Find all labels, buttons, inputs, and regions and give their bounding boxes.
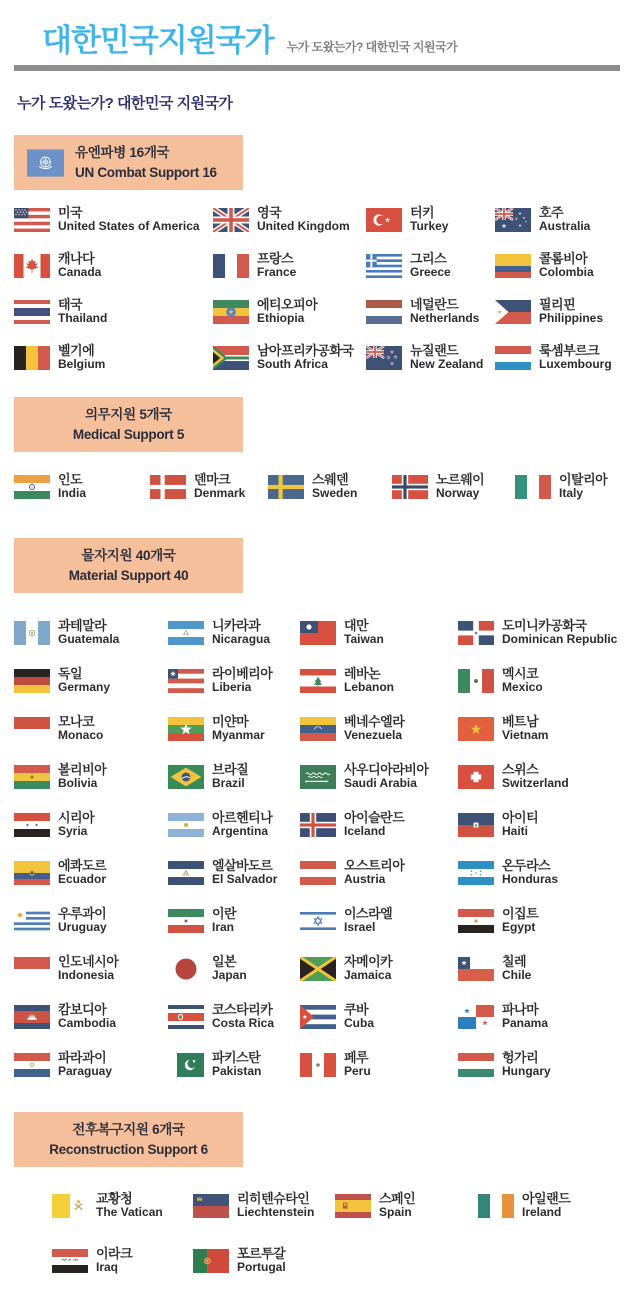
country-item-india [14, 472, 150, 501]
country-item-syria [14, 810, 168, 839]
section-medical [0, 397, 634, 501]
country-name-ko: 니카라과 [212, 618, 261, 634]
portugal-flag-icon [193, 1249, 229, 1273]
country-item-southafrica [213, 343, 366, 372]
belgium-flag-icon [14, 346, 50, 370]
un-flag-icon [27, 149, 64, 177]
austria-flag-icon [300, 861, 336, 885]
norway-flag-icon [392, 475, 428, 499]
country-name-en: Australia [539, 219, 591, 234]
country-item-monaco [14, 714, 168, 743]
country-name-ko: 에콰도르 [58, 858, 107, 874]
section-material [0, 538, 634, 1079]
country-name-ko: 과테말라 [58, 618, 107, 634]
country-item-sweden [268, 472, 392, 501]
country-name-en: New Zealand [410, 357, 484, 372]
dominican-flag-icon [458, 621, 494, 645]
syria-flag-icon [14, 813, 50, 837]
section-title-en: Medical Support 5 [72, 426, 185, 442]
country-name-en: Mexico [502, 680, 543, 695]
country-name-en: Venezuela [344, 728, 403, 743]
country-name-en: Switzerland [502, 776, 569, 791]
country-name-en: Saudi Arabia [344, 776, 417, 791]
country-name-en: Syria [58, 824, 88, 839]
country-name-ko: 쿠바 [344, 1002, 369, 1018]
country-name-ko: 스웨덴 [312, 472, 349, 488]
uk-flag-icon [213, 208, 249, 232]
paraguay-flag-icon [14, 1053, 50, 1077]
country-name-ko: 오스트리아 [344, 858, 405, 874]
section-title-ko: 유엔파병 16개국 [75, 145, 170, 161]
country-name-en: El Salvador [212, 872, 278, 887]
country-name-ko: 스위스 [502, 762, 539, 778]
country-name-en: Vietnam [502, 728, 549, 743]
country-name-ko: 아이티 [502, 810, 539, 826]
country-name-ko: 리히텐슈타인 [237, 1191, 310, 1207]
country-name-ko: 캄보디아 [58, 1002, 107, 1018]
country-name-en: Belgium [58, 357, 106, 372]
country-name-ko: 남아프리카공화국 [257, 343, 354, 359]
section-header-medical [14, 397, 243, 452]
country-item-ecuador [14, 858, 168, 887]
country-name-ko: 온두라스 [502, 858, 551, 874]
country-name-ko: 이스라엘 [344, 906, 393, 922]
country-name-ko: 뉴질랜드 [410, 343, 459, 359]
section-header-un-combat [14, 135, 243, 190]
country-name-en: Denmark [194, 486, 246, 501]
sections-container [0, 135, 634, 1275]
country-item-netherlands [366, 297, 495, 326]
country-name-en: Ethiopia [257, 311, 305, 326]
australia-flag-icon [495, 208, 531, 232]
country-item-dominican [458, 618, 634, 647]
country-name-ko: 캐나다 [58, 251, 95, 267]
country-item-paraguay [14, 1050, 168, 1079]
country-item-newzealand [366, 343, 495, 372]
country-grid-medical [14, 472, 634, 501]
country-name-ko: 베네수엘라 [344, 714, 405, 730]
country-name-ko: 시리아 [58, 810, 95, 826]
country-name-en: Panama [502, 1016, 549, 1031]
country-name-ko: 포르투갈 [237, 1246, 286, 1262]
section-header-material [14, 538, 243, 593]
country-item-israel [300, 906, 458, 935]
canada-flag-icon [14, 254, 50, 278]
country-item-austria [300, 858, 458, 887]
country-name-en: Liberia [212, 680, 252, 695]
country-name-en: Liechtenstein [237, 1205, 315, 1220]
country-name-ko: 자메이카 [344, 954, 393, 970]
country-name-ko: 덴마크 [194, 472, 231, 488]
country-name-en: Peru [344, 1064, 371, 1079]
country-name-ko: 교황청 [96, 1191, 133, 1207]
country-item-jamaica [300, 954, 458, 983]
country-item-honduras [458, 858, 634, 887]
ethiopia-flag-icon [213, 300, 249, 324]
country-item-cuba [300, 1002, 458, 1031]
country-item-saudiarabia [300, 762, 458, 791]
country-name-ko: 엘살바도르 [212, 858, 273, 874]
elsalvador-flag-icon [168, 861, 204, 885]
pakistan-flag-icon [168, 1053, 204, 1077]
country-name-en: India [58, 486, 87, 501]
country-name-en: Honduras [502, 872, 559, 887]
country-name-en: Spain [379, 1205, 412, 1220]
country-item-colombia [495, 251, 634, 280]
country-name-ko: 프랑스 [257, 251, 294, 267]
country-item-guatemala [14, 618, 168, 647]
country-item-haiti [458, 810, 634, 839]
country-name-en: Colombia [539, 265, 594, 280]
country-name-ko: 파키스탄 [212, 1050, 261, 1066]
section-title-en: UN Combat Support 16 [75, 164, 217, 180]
country-name-en: Netherlands [410, 311, 480, 326]
country-name-en: Argentina [212, 824, 269, 839]
cambodia-flag-icon [14, 1005, 50, 1029]
country-item-indonesia [14, 954, 168, 983]
country-item-argentina [168, 810, 300, 839]
country-name-en: Sweden [312, 486, 358, 501]
thailand-flag-icon [14, 300, 50, 324]
country-item-denmark [150, 472, 268, 501]
monaco-flag-icon [14, 717, 50, 741]
country-name-en: Philippines [539, 311, 604, 326]
country-name-en: Germany [58, 680, 111, 695]
country-item-canada [14, 251, 213, 280]
nicaragua-flag-icon [168, 621, 204, 645]
country-name-ko: 미국 [58, 205, 83, 221]
panama-flag-icon [458, 1005, 494, 1029]
cuba-flag-icon [300, 1005, 336, 1029]
country-item-myanmar [168, 714, 300, 743]
country-name-ko: 독일 [58, 666, 83, 682]
country-item-philippines [495, 297, 634, 326]
country-name-ko: 볼리비아 [58, 762, 107, 778]
page-title: 대한민국지원국가 [42, 23, 274, 58]
liechtenstein-flag-icon [193, 1194, 229, 1218]
country-name-en: Egypt [502, 920, 536, 935]
newzealand-flag-icon [366, 346, 402, 370]
country-name-en: Italy [559, 486, 584, 501]
haiti-flag-icon [458, 813, 494, 837]
country-name-ko: 코스타리카 [212, 1002, 273, 1018]
country-item-italy [515, 472, 634, 501]
country-name-ko: 사우디아라비아 [344, 762, 429, 778]
country-item-turkey [366, 205, 495, 234]
country-item-germany [14, 666, 168, 695]
country-item-ireland [478, 1191, 634, 1220]
country-name-en: United Kingdom [257, 219, 350, 234]
country-name-en: Paraguay [58, 1064, 113, 1079]
country-item-liberia [168, 666, 300, 695]
venezuela-flag-icon [300, 717, 336, 741]
denmark-flag-icon [150, 475, 186, 499]
country-item-luxembourg [495, 343, 634, 372]
country-item-thailand [14, 297, 213, 326]
country-name-en: Brazil [212, 776, 245, 791]
country-name-en: South Africa [257, 357, 328, 372]
country-name-ko: 아일랜드 [522, 1191, 571, 1207]
country-name-ko: 벨기에 [58, 343, 95, 359]
country-item-portugal [193, 1246, 335, 1275]
indonesia-flag-icon [14, 957, 50, 981]
country-name-ko: 에티오피아 [257, 297, 318, 313]
country-name-ko: 콜롬비아 [539, 251, 588, 267]
southafrica-flag-icon [213, 346, 249, 370]
section-title-en: Material Support 40 [68, 567, 189, 583]
iraq-flag-icon [52, 1249, 88, 1273]
japan-flag-icon [168, 957, 204, 981]
country-name-en: France [257, 265, 297, 280]
country-name-en: Monaco [58, 728, 104, 743]
country-name-en: Bolivia [58, 776, 98, 791]
country-name-en: Norway [436, 486, 480, 501]
country-item-us [14, 205, 213, 234]
taiwan-flag-icon [300, 621, 336, 645]
country-name-ko: 태국 [58, 297, 83, 313]
country-name-ko: 라이베리아 [212, 666, 273, 682]
country-name-ko: 미얀마 [212, 714, 249, 730]
country-name-en: Ecuador [58, 872, 107, 887]
switzerland-flag-icon [458, 765, 494, 789]
country-name-en: Turkey [410, 219, 449, 234]
israel-flag-icon [300, 909, 336, 933]
country-name-en: Iraq [96, 1260, 119, 1275]
country-name-ko: 호주 [539, 205, 564, 221]
section-heading: 누가 도왔는가? 대한민국 지원국가 [17, 95, 233, 113]
country-name-ko: 베트남 [502, 714, 539, 730]
iran-flag-icon [168, 909, 204, 933]
country-item-chile [458, 954, 634, 983]
country-name-en: Myanmar [212, 728, 265, 743]
country-name-en: Iceland [344, 824, 386, 839]
country-name-ko: 이집트 [502, 906, 539, 922]
section-un-combat [0, 135, 634, 372]
argentina-flag-icon [168, 813, 204, 837]
country-item-uk [213, 205, 366, 234]
country-name-ko: 모나코 [58, 714, 95, 730]
country-item-australia [495, 205, 634, 234]
country-name-en: Dominican Republic [502, 632, 618, 647]
country-item-cambodia [14, 1002, 168, 1031]
country-name-ko: 인도 [58, 472, 83, 488]
country-name-en: Canada [58, 265, 102, 280]
country-name-en: Guatemala [58, 632, 120, 647]
mexico-flag-icon [458, 669, 494, 693]
section-reconstruction [0, 1112, 634, 1275]
section-title-en: Reconstruction Support 6 [49, 1141, 208, 1157]
philippines-flag-icon [495, 300, 531, 324]
section-title-ko: 전후복구지원 6개국 [72, 1122, 185, 1138]
country-name-en: Cambodia [58, 1016, 117, 1031]
country-name-ko: 페루 [344, 1050, 369, 1066]
iceland-flag-icon [300, 813, 336, 837]
country-name-en: Haiti [502, 824, 529, 839]
country-item-iraq [52, 1246, 193, 1275]
country-item-costarica [168, 1002, 300, 1031]
country-grid-reconstruction [52, 1191, 634, 1275]
country-grid-un-combat [14, 205, 634, 372]
country-name-ko: 칠레 [502, 954, 527, 970]
page-subtitle: 누가 도왔는가? 대한민국 지원국가 [286, 40, 458, 54]
country-name-ko: 인도네시아 [58, 954, 119, 970]
country-item-iran [168, 906, 300, 935]
country-name-ko: 대만 [344, 618, 369, 634]
country-name-ko: 영국 [257, 205, 282, 221]
country-name-en: Portugal [237, 1260, 286, 1275]
country-name-ko: 이라크 [96, 1246, 133, 1262]
country-name-ko: 아이슬란드 [344, 810, 405, 826]
country-name-en: Chile [502, 968, 532, 983]
header-divider [14, 65, 620, 71]
country-name-en: Cuba [344, 1016, 374, 1031]
country-name-ko: 노르웨이 [436, 472, 485, 488]
country-item-iceland [300, 810, 458, 839]
country-item-mexico [458, 666, 634, 695]
country-name-ko: 이탈리아 [559, 472, 608, 488]
ireland-flag-icon [478, 1194, 514, 1218]
country-name-en: Greece [410, 265, 451, 280]
jamaica-flag-icon [300, 957, 336, 981]
country-name-en: Taiwan [344, 632, 384, 647]
country-name-en: Lebanon [344, 680, 394, 695]
honduras-flag-icon [458, 861, 494, 885]
header [0, 0, 634, 71]
country-name-ko: 레바논 [344, 666, 381, 682]
country-item-nicaragua [168, 618, 300, 647]
country-grid-material [14, 618, 634, 1079]
ecuador-flag-icon [14, 861, 50, 885]
country-name-ko: 멕시코 [502, 666, 539, 682]
vietnam-flag-icon [458, 717, 494, 741]
country-name-en: Pakistan [212, 1064, 262, 1079]
country-name-ko: 파나마 [502, 1002, 539, 1018]
italy-flag-icon [515, 475, 551, 499]
section-title-ko: 의무지원 5개국 [84, 407, 173, 423]
country-name-ko: 네덜란드 [410, 297, 459, 313]
country-item-greece [366, 251, 495, 280]
netherlands-flag-icon [366, 300, 402, 324]
country-item-elsalvador [168, 858, 300, 887]
country-name-ko: 우루과이 [58, 906, 107, 922]
turkey-flag-icon [366, 208, 402, 232]
country-item-spain [335, 1191, 478, 1220]
country-name-en: Japan [212, 968, 247, 983]
country-name-ko: 브라질 [212, 762, 249, 778]
country-item-venezuela [300, 714, 458, 743]
country-item-norway [392, 472, 515, 501]
country-item-vietnam [458, 714, 634, 743]
hungary-flag-icon [458, 1053, 494, 1077]
country-item-brazil [168, 762, 300, 791]
country-name-en: Ireland [522, 1205, 562, 1220]
country-item-switzerland [458, 762, 634, 791]
country-name-en: Jamaica [344, 968, 392, 983]
country-name-en: Indonesia [58, 968, 115, 983]
country-item-ethiopia [213, 297, 366, 326]
country-name-ko: 룩셈부르크 [539, 343, 600, 359]
country-name-en: United States of America [58, 219, 200, 234]
country-item-panama [458, 1002, 634, 1031]
uruguay-flag-icon [14, 909, 50, 933]
saudiarabia-flag-icon [300, 765, 336, 789]
country-item-uruguay [14, 906, 168, 935]
india-flag-icon [14, 475, 50, 499]
liberia-flag-icon [168, 669, 204, 693]
country-name-en: Thailand [58, 311, 108, 326]
peru-flag-icon [300, 1053, 336, 1077]
country-name-ko: 일본 [212, 954, 237, 970]
costarica-flag-icon [168, 1005, 204, 1029]
myanmar-flag-icon [168, 717, 204, 741]
guatemala-flag-icon [14, 621, 50, 645]
luxembourg-flag-icon [495, 346, 531, 370]
country-item-taiwan [300, 618, 458, 647]
country-name-ko: 도미니카공화국 [502, 618, 587, 634]
country-name-en: The Vatican [96, 1205, 163, 1220]
section-header-reconstruction [14, 1112, 243, 1167]
section-title-ko: 물자지원 40개국 [81, 548, 176, 564]
egypt-flag-icon [458, 909, 494, 933]
country-item-japan [168, 954, 300, 983]
country-item-peru [300, 1050, 458, 1079]
france-flag-icon [213, 254, 249, 278]
greece-flag-icon [366, 254, 402, 278]
country-item-vatican [52, 1191, 193, 1220]
country-name-ko: 아르헨티나 [212, 810, 273, 826]
country-item-liechtenstein [193, 1191, 335, 1220]
country-name-ko: 이란 [212, 906, 237, 922]
us-flag-icon [14, 208, 50, 232]
country-name-ko: 그리스 [410, 251, 447, 267]
country-name-ko: 헝가리 [502, 1050, 539, 1066]
brazil-flag-icon [168, 765, 204, 789]
country-item-bolivia [14, 762, 168, 791]
chile-flag-icon [458, 957, 494, 981]
country-name-en: Hungary [502, 1064, 551, 1079]
sweden-flag-icon [268, 475, 304, 499]
germany-flag-icon [14, 669, 50, 693]
country-name-en: Luxembourg [539, 357, 612, 372]
country-item-hungary [458, 1050, 634, 1079]
lebanon-flag-icon [300, 669, 336, 693]
country-name-en: Iran [212, 920, 235, 935]
country-item-france [213, 251, 366, 280]
country-item-pakistan [168, 1050, 300, 1079]
country-name-ko: 터키 [410, 205, 435, 221]
country-name-en: Uruguay [58, 920, 107, 935]
country-item-belgium [14, 343, 213, 372]
vatican-flag-icon [52, 1194, 88, 1218]
country-item-egypt [458, 906, 634, 935]
spain-flag-icon [335, 1194, 371, 1218]
bolivia-flag-icon [14, 765, 50, 789]
colombia-flag-icon [495, 254, 531, 278]
country-name-en: Austria [344, 872, 386, 887]
country-name-ko: 파라과이 [58, 1050, 107, 1066]
country-name-ko: 스페인 [379, 1191, 416, 1207]
country-name-en: Nicaragua [212, 632, 271, 647]
country-name-en: Costa Rica [212, 1016, 275, 1031]
country-name-en: Israel [344, 920, 376, 935]
country-item-lebanon [300, 666, 458, 695]
country-name-ko: 필리핀 [539, 297, 576, 313]
